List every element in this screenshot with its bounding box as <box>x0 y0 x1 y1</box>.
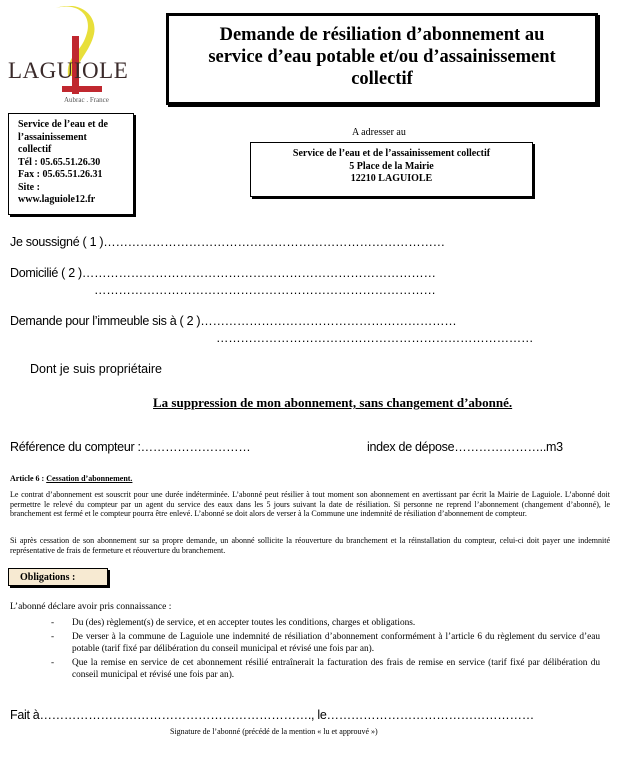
obligations-label: Obligations : <box>8 568 108 586</box>
website-link[interactable]: www.laguiole12.fr <box>18 194 96 205</box>
compteur-field[interactable]: Référence du compteur :……………………… <box>10 440 251 454</box>
list-item: - Du (des) règlement(s) de service, et en accepter toutes les conditions, charges et obligations. <box>51 618 416 628</box>
logo-brand-text: LAGUIOLE <box>8 58 129 83</box>
fax-number: Fax : 05.65.51.26.31 <box>18 169 103 180</box>
immeuble-field[interactable]: Demande pour l’immeuble sis à ( 2 )……………………………………………………… <box>10 314 457 328</box>
list-item: - Que la remise en service de cet abonnement résilié entraînerait la facturation des frais de remise en service (tarif fixé par délibération du conseil municipal et révisé une fois par an). <box>51 657 600 680</box>
obligations-intro: L’abonné déclare avoir pris connaissance : <box>10 602 172 612</box>
phone-number: Tél : 05.65.51.26.30 <box>18 156 101 168</box>
immeuble-field-cont[interactable]: …………………………………………………………………… <box>216 331 534 345</box>
index-field[interactable]: index de dépose…………………..m3 <box>367 440 563 454</box>
suppression-statement: La suppression de mon abonnement, sans changement d’abonné. <box>153 395 513 410</box>
fait-a-field[interactable]: Fait à…………………………………………………………., le…………………………………………… <box>10 708 534 722</box>
signature-caption: Signature de l’abonné (précédé de la mention « lu et approuvé ») <box>170 727 378 736</box>
recipient-address: Service de l’eau et de l’assainissement collectif 5 Place de la Mairie 12210 LAGUIOLE <box>250 142 533 197</box>
domicile-field[interactable]: Domicilié ( 2 )…………………………………………………………………………… <box>10 266 436 280</box>
document-title: Demande de résiliation d’abonnement au service d’eau potable et/ou d’assainissement collectif <box>166 13 598 105</box>
article-paragraph-1: Le contrat d’abonnement est souscrit pour une durée indéterminée. L’abonné peut résilier à tout moment son abonnement en avertissant par écrit la Mairie de Laguiole. L’abonné doit permettre le relevé du compteur par un agent du service des eaux dans les 5 jours suivant la date de résiliation. Si personne ne reprend l’abonnement (changement d’abonné), le branchement est fermé et le compteur pourra être enlevé. L’abonné se doit alors de verser à la Commune une indemnité de résiliation d’abonnement de compteur. <box>10 490 610 518</box>
proprietaire-option: Dont je suis propriétaire <box>30 362 163 376</box>
laguiole-logo <box>6 6 144 106</box>
list-item: - De verser à la commune de Laguiole une indemnité de résiliation d’abonnement conformément à l’article 6 du règlement du service d’eau potable (tarif fixé par délibération du conseil municipal et révisé une fois par an). <box>51 631 600 654</box>
recipient-label: A adresser au <box>352 127 406 138</box>
logo-subtitle: Aubrac . France <box>64 96 109 104</box>
obligations-list <box>51 617 600 683</box>
soussigne-field[interactable]: Je soussigné ( 1 )………………………………………………………………………… <box>10 235 445 249</box>
article-paragraph-2: Si après cessation de son abonnement sur sa propre demande, un abonné sollicite la réouverture du branchement et la réinstallation du compteur, celui-ci doit payer une indemnité représentative de frais de fermeture et réouverture du branchement. <box>10 536 610 555</box>
contact-box: Service de l’eau et de l’assainissement collectif Tél : 05.65.51.26.30 Fax : 05.65.51.26.31 Site : www.laguiole12.fr <box>8 113 134 215</box>
logo-emblem-icon <box>6 6 144 106</box>
domicile-field-cont[interactable]: ………………………………………………………………………… <box>94 283 436 297</box>
article-heading: Article 6 : Cessation d’abonnement. <box>10 474 133 483</box>
